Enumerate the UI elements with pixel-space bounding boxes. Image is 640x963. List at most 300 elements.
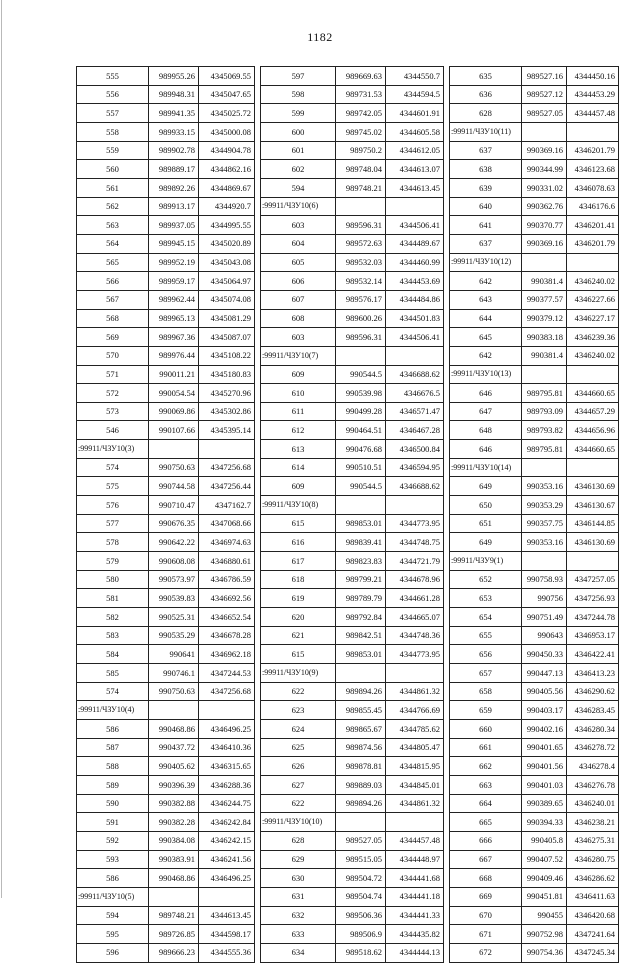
point-number-cell: 566 <box>77 272 149 291</box>
parcel-label-cell: :99911/ЧЗУ10(4) <box>77 701 149 720</box>
table-row <box>261 682 444 701</box>
section-header-row <box>261 197 444 216</box>
x-coordinate-cell: 990754.36 <box>522 943 567 962</box>
table-row <box>77 477 255 496</box>
x-coordinate-cell: 990750.63 <box>149 682 199 701</box>
y-coordinate-cell: 4346962.18 <box>199 645 255 664</box>
table-row <box>261 328 444 347</box>
point-number-cell: 585 <box>77 664 149 683</box>
x-coordinate-cell: 990539.98 <box>336 384 386 403</box>
point-number-cell: 643 <box>450 290 522 309</box>
table-row <box>450 887 619 906</box>
table-row <box>77 85 255 104</box>
x-coordinate-cell: 990573.97 <box>149 570 199 589</box>
coordinate-tables <box>76 66 619 963</box>
point-number-cell: 651 <box>450 514 522 533</box>
point-number-cell: 594 <box>77 906 149 925</box>
y-coordinate-cell: 4344862.16 <box>199 160 255 179</box>
y-coordinate-cell: 4345069.55 <box>199 67 255 86</box>
point-number-cell: 654 <box>450 608 522 627</box>
table-row <box>261 850 444 869</box>
x-coordinate-cell: 990384.08 <box>149 831 199 850</box>
section-header-row <box>261 496 444 515</box>
y-coordinate-cell: 4345043.08 <box>199 253 255 272</box>
table-row <box>450 141 619 160</box>
y-coordinate-cell: 4345302.86 <box>199 402 255 421</box>
x-coordinate-cell: 989955.26 <box>149 67 199 86</box>
table-row <box>450 234 619 253</box>
x-coordinate-cell: 989948.31 <box>149 85 199 104</box>
point-number-cell: 562 <box>77 197 149 216</box>
y-coordinate-cell: 4346130.67 <box>567 496 619 515</box>
point-number-cell: 625 <box>261 738 336 757</box>
table-row <box>77 738 255 757</box>
table-row <box>261 887 444 906</box>
y-coordinate-cell: 4347244.53 <box>199 664 255 683</box>
point-number-cell: 637 <box>450 141 522 160</box>
x-coordinate-cell: 990499.28 <box>336 402 386 421</box>
point-number-cell: 622 <box>261 794 336 813</box>
point-number-cell: 649 <box>450 533 522 552</box>
y-coordinate-cell <box>386 813 444 832</box>
table-row <box>261 290 444 309</box>
table-row <box>450 533 619 552</box>
point-number-cell: 568 <box>77 309 149 328</box>
table-row <box>77 813 255 832</box>
y-coordinate-cell: 4344773.95 <box>386 645 444 664</box>
y-coordinate-cell: 4346786.59 <box>199 570 255 589</box>
point-number-cell: 561 <box>77 178 149 197</box>
table-row <box>261 104 444 123</box>
section-header-row <box>450 552 619 571</box>
x-coordinate-cell: 989572.63 <box>336 234 386 253</box>
y-coordinate-cell: 4346201.41 <box>567 216 619 235</box>
table-row <box>77 197 255 216</box>
point-number-cell: 580 <box>77 570 149 589</box>
table-row <box>77 402 255 421</box>
point-number-cell: 583 <box>77 626 149 645</box>
y-coordinate-cell: 4346974.63 <box>199 533 255 552</box>
x-coordinate-cell: 990353.16 <box>522 477 567 496</box>
y-coordinate-cell: 4346240.01 <box>567 794 619 813</box>
x-coordinate-cell: 990379.12 <box>522 309 567 328</box>
x-coordinate-cell: 989959.17 <box>149 272 199 291</box>
y-coordinate-cell: 4347256.68 <box>199 682 255 701</box>
table-row <box>77 925 255 944</box>
y-coordinate-cell: 4347241.64 <box>567 925 619 944</box>
table-row <box>450 775 619 794</box>
y-coordinate-cell: 4346500.84 <box>386 440 444 459</box>
x-coordinate-cell: 989518.62 <box>336 943 386 962</box>
x-coordinate-cell: 990544.5 <box>336 365 386 384</box>
table-row <box>261 943 444 962</box>
point-number-cell: 639 <box>450 178 522 197</box>
table-row <box>77 757 255 776</box>
x-coordinate-cell: 989865.67 <box>336 719 386 738</box>
y-coordinate-cell: 4344613.45 <box>199 906 255 925</box>
y-coordinate-cell: 4344457.48 <box>567 104 619 123</box>
point-number-cell: 608 <box>261 309 336 328</box>
y-coordinate-cell: 4346410.36 <box>199 738 255 757</box>
x-coordinate-cell: 990377.57 <box>522 290 567 309</box>
x-coordinate-cell: 989842.51 <box>336 626 386 645</box>
x-coordinate-cell: 989945.15 <box>149 234 199 253</box>
x-coordinate-cell <box>336 664 386 683</box>
table-row <box>450 309 619 328</box>
x-coordinate-cell: 989795.81 <box>522 440 567 459</box>
point-number-cell: 588 <box>77 757 149 776</box>
table-row <box>450 831 619 850</box>
table-row <box>450 290 619 309</box>
x-coordinate-cell: 990402.16 <box>522 719 567 738</box>
point-number-cell: 671 <box>450 925 522 944</box>
y-coordinate-cell: 4344995.55 <box>199 216 255 235</box>
point-number-cell: 620 <box>261 608 336 627</box>
point-number-cell: 621 <box>261 626 336 645</box>
table-row <box>450 440 619 459</box>
x-coordinate-cell: 990370.77 <box>522 216 567 235</box>
table-row <box>450 757 619 776</box>
point-number-cell: 623 <box>261 701 336 720</box>
table-row <box>450 272 619 291</box>
table-row <box>450 626 619 645</box>
y-coordinate-cell: 4345081.29 <box>199 309 255 328</box>
point-number-cell: 555 <box>77 67 149 86</box>
y-coordinate-cell: 4346315.65 <box>199 757 255 776</box>
point-number-cell: 641 <box>450 216 522 235</box>
x-coordinate-cell: 989902.78 <box>149 141 199 160</box>
table-row <box>261 122 444 141</box>
x-coordinate-cell: 989976.44 <box>149 346 199 365</box>
point-number-cell: 569 <box>77 328 149 347</box>
table-row <box>77 719 255 738</box>
y-coordinate-cell: 4345180.83 <box>199 365 255 384</box>
section-header-row <box>450 458 619 477</box>
point-number-cell: 665 <box>450 813 522 832</box>
point-number-cell: 576 <box>77 496 149 515</box>
x-coordinate-cell: 990476.68 <box>336 440 386 459</box>
y-coordinate-cell: 4344506.41 <box>386 216 444 235</box>
y-coordinate-cell: 4344773.95 <box>386 514 444 533</box>
x-coordinate-cell: 989576.17 <box>336 290 386 309</box>
x-coordinate-cell: 989967.36 <box>149 328 199 347</box>
x-coordinate-cell: 989596.31 <box>336 328 386 347</box>
y-coordinate-cell <box>567 458 619 477</box>
x-coordinate-cell: 990676.35 <box>149 514 199 533</box>
table-row <box>261 552 444 571</box>
point-number-cell: 659 <box>450 701 522 720</box>
x-coordinate-cell: 990396.39 <box>149 775 199 794</box>
point-number-cell: 652 <box>450 570 522 589</box>
y-coordinate-cell: 4344748.75 <box>386 533 444 552</box>
x-coordinate-cell: 990405.62 <box>149 757 199 776</box>
y-coordinate-cell: 4346278.72 <box>567 738 619 757</box>
y-coordinate-cell: 4344785.62 <box>386 719 444 738</box>
y-coordinate-cell: 4346288.36 <box>199 775 255 794</box>
x-coordinate-cell: 990710.47 <box>149 496 199 515</box>
y-coordinate-cell: 4346688.62 <box>386 365 444 384</box>
y-coordinate-cell: 4344660.65 <box>567 384 619 403</box>
point-number-cell: 584 <box>77 645 149 664</box>
y-coordinate-cell: 4344489.67 <box>386 234 444 253</box>
table-row <box>77 421 255 440</box>
table-row <box>450 346 619 365</box>
x-coordinate-cell: 989527.05 <box>336 831 386 850</box>
point-number-cell: 635 <box>450 67 522 86</box>
table-row <box>261 738 444 757</box>
y-coordinate-cell <box>386 496 444 515</box>
table-row <box>77 775 255 794</box>
table-row <box>261 645 444 664</box>
table-row <box>77 794 255 813</box>
point-number-cell: 565 <box>77 253 149 272</box>
point-number-cell: 575 <box>77 477 149 496</box>
table-row <box>450 589 619 608</box>
point-number-cell: 618 <box>261 570 336 589</box>
y-coordinate-cell: 4345074.08 <box>199 290 255 309</box>
y-coordinate-cell <box>386 664 444 683</box>
point-number-cell: 650 <box>450 496 522 515</box>
x-coordinate-cell: 989666.23 <box>149 943 199 962</box>
table-row <box>261 141 444 160</box>
y-coordinate-cell: 4346244.75 <box>199 794 255 813</box>
y-coordinate-cell: 4344441.68 <box>386 869 444 888</box>
y-coordinate-cell: 4346422.41 <box>567 645 619 664</box>
point-number-cell: 600 <box>261 122 336 141</box>
y-coordinate-cell: 4344450.16 <box>567 67 619 86</box>
x-coordinate-cell: 989889.17 <box>149 160 199 179</box>
table-row <box>261 794 444 813</box>
y-coordinate-cell: 4344613.07 <box>386 160 444 179</box>
point-number-cell: 670 <box>450 906 522 925</box>
y-coordinate-cell: 4347244.78 <box>567 608 619 627</box>
x-coordinate-cell: 990107.66 <box>149 421 199 440</box>
y-coordinate-cell: 4344845.01 <box>386 775 444 794</box>
point-number-cell: 626 <box>261 757 336 776</box>
table-row <box>77 122 255 141</box>
x-coordinate-cell: 990643 <box>522 626 567 645</box>
y-coordinate-cell: 4344506.41 <box>386 328 444 347</box>
point-number-cell: 617 <box>261 552 336 571</box>
point-number-cell: 636 <box>450 85 522 104</box>
table-row <box>77 552 255 571</box>
x-coordinate-cell: 989669.63 <box>336 67 386 86</box>
table-row <box>77 645 255 664</box>
table-row <box>450 738 619 757</box>
x-coordinate-cell: 989962.44 <box>149 290 199 309</box>
table-row <box>77 253 255 272</box>
table-row <box>77 869 255 888</box>
y-coordinate-cell: 4344501.83 <box>386 309 444 328</box>
y-coordinate-cell: 4346880.61 <box>199 552 255 571</box>
table-row <box>261 775 444 794</box>
page-left-edge <box>1 0 2 898</box>
x-coordinate-cell: 990750.63 <box>149 458 199 477</box>
y-coordinate-cell: 4344484.86 <box>386 290 444 309</box>
point-number-cell: 615 <box>261 514 336 533</box>
x-coordinate-cell: 989965.13 <box>149 309 199 328</box>
y-coordinate-cell: 4346676.5 <box>386 384 444 403</box>
y-coordinate-cell: 4346571.47 <box>386 402 444 421</box>
y-coordinate-cell: 4344605.58 <box>386 122 444 141</box>
y-coordinate-cell: 4346283.45 <box>567 701 619 720</box>
point-number-cell: 656 <box>450 645 522 664</box>
table-row <box>77 906 255 925</box>
y-coordinate-cell: 4346238.21 <box>567 813 619 832</box>
x-coordinate-cell: 990383.18 <box>522 328 567 347</box>
point-number-cell: 607 <box>261 290 336 309</box>
table-row <box>450 794 619 813</box>
y-coordinate-cell: 4346594.95 <box>386 458 444 477</box>
point-number-cell: 571 <box>77 365 149 384</box>
x-coordinate-cell: 990389.65 <box>522 794 567 813</box>
y-coordinate-cell: 4346467.28 <box>386 421 444 440</box>
x-coordinate-cell: 990608.08 <box>149 552 199 571</box>
y-coordinate-cell: 4344598.17 <box>199 925 255 944</box>
x-coordinate-cell <box>336 496 386 515</box>
point-number-cell: 579 <box>77 552 149 571</box>
x-coordinate-cell: 990362.76 <box>522 197 567 216</box>
parcel-label-cell: :99911/ЧЗУ10(5) <box>77 887 149 906</box>
table-row <box>261 757 444 776</box>
x-coordinate-cell: 990405.56 <box>522 682 567 701</box>
table-row <box>450 104 619 123</box>
table-row <box>77 850 255 869</box>
point-number-cell: 596 <box>77 943 149 962</box>
y-coordinate-cell: 4346275.31 <box>567 831 619 850</box>
y-coordinate-cell: 4346280.75 <box>567 850 619 869</box>
y-coordinate-cell: 4346276.78 <box>567 775 619 794</box>
table-row <box>77 384 255 403</box>
x-coordinate-cell: 990510.51 <box>336 458 386 477</box>
point-number-cell: 642 <box>450 272 522 291</box>
x-coordinate-cell: 989792.84 <box>336 608 386 627</box>
table-row <box>77 160 255 179</box>
table-row <box>261 570 444 589</box>
point-number-cell: 660 <box>450 719 522 738</box>
section-header-row <box>261 346 444 365</box>
x-coordinate-cell: 989532.03 <box>336 253 386 272</box>
y-coordinate-cell: 4346496.25 <box>199 719 255 738</box>
x-coordinate-cell: 989527.05 <box>522 104 567 123</box>
y-coordinate-cell: 4346144.85 <box>567 514 619 533</box>
point-number-cell: 602 <box>261 160 336 179</box>
y-coordinate-cell: 4344656.96 <box>567 421 619 440</box>
table-row <box>450 664 619 683</box>
x-coordinate-cell: 989913.17 <box>149 197 199 216</box>
x-coordinate-cell: 989823.83 <box>336 552 386 571</box>
table-row <box>450 514 619 533</box>
section-header-row <box>450 365 619 384</box>
y-coordinate-cell: 4346227.66 <box>567 290 619 309</box>
table-row <box>261 216 444 235</box>
x-coordinate-cell: 989504.74 <box>336 887 386 906</box>
point-number-cell: 570 <box>77 346 149 365</box>
y-coordinate-cell: 4346242.15 <box>199 831 255 850</box>
point-number-cell: 556 <box>77 85 149 104</box>
x-coordinate-cell: 990447.13 <box>522 664 567 683</box>
parcel-label-cell: :99911/ЧЗУ10(7) <box>261 346 336 365</box>
point-number-cell: 581 <box>77 589 149 608</box>
x-coordinate-cell: 990464.51 <box>336 421 386 440</box>
x-coordinate-cell: 989855.45 <box>336 701 386 720</box>
x-coordinate-cell: 990011.21 <box>149 365 199 384</box>
point-number-cell: 603 <box>261 216 336 235</box>
point-number-cell: 631 <box>261 887 336 906</box>
x-coordinate-cell: 989532.14 <box>336 272 386 291</box>
table-row <box>450 719 619 738</box>
x-coordinate-cell: 990450.33 <box>522 645 567 664</box>
point-number-cell: 632 <box>261 906 336 925</box>
y-coordinate-cell: 4344869.67 <box>199 178 255 197</box>
x-coordinate-cell: 989748.04 <box>336 160 386 179</box>
x-coordinate-cell: 990407.52 <box>522 850 567 869</box>
point-number-cell: 563 <box>77 216 149 235</box>
parcel-label-cell: :99911/ЧЗУ10(6) <box>261 197 336 216</box>
y-coordinate-cell: 4346652.54 <box>199 608 255 627</box>
y-coordinate-cell: 4344805.47 <box>386 738 444 757</box>
x-coordinate-cell: 989515.05 <box>336 850 386 869</box>
y-coordinate-cell: 4347256.44 <box>199 477 255 496</box>
table-row <box>77 458 255 477</box>
table-row <box>450 869 619 888</box>
x-coordinate-cell: 990381.4 <box>522 346 567 365</box>
table-row <box>77 589 255 608</box>
y-coordinate-cell: 4344766.69 <box>386 701 444 720</box>
point-number-cell: 610 <box>261 384 336 403</box>
table-row <box>450 402 619 421</box>
y-coordinate-cell: 4345087.07 <box>199 328 255 347</box>
section-header-row <box>450 253 619 272</box>
y-coordinate-cell: 4346227.17 <box>567 309 619 328</box>
table-row <box>261 365 444 384</box>
parcel-label-cell: :99911/ЧЗУ10(14) <box>450 458 522 477</box>
table-row <box>261 925 444 944</box>
table-row <box>261 402 444 421</box>
point-number-cell: 601 <box>261 141 336 160</box>
point-number-cell: 557 <box>77 104 149 123</box>
y-coordinate-cell: 4344660.65 <box>567 440 619 459</box>
y-coordinate-cell: 4344550.7 <box>386 67 444 86</box>
point-number-cell: 586 <box>77 869 149 888</box>
table-row <box>450 943 619 962</box>
y-coordinate-cell: 4347245.34 <box>567 943 619 962</box>
table-row <box>261 421 444 440</box>
x-coordinate-cell: 990403.17 <box>522 701 567 720</box>
y-coordinate-cell: 4346123.68 <box>567 160 619 179</box>
x-coordinate-cell: 989892.26 <box>149 178 199 197</box>
point-number-cell: 630 <box>261 869 336 888</box>
point-number-cell: 653 <box>450 589 522 608</box>
parcel-label-cell: :99911/ЧЗУ10(13) <box>450 365 522 384</box>
table-row <box>77 346 255 365</box>
point-number-cell: 595 <box>77 925 149 944</box>
point-number-cell: 609 <box>261 365 336 384</box>
point-number-cell: 586 <box>77 719 149 738</box>
x-coordinate-cell: 989793.82 <box>522 421 567 440</box>
y-coordinate-cell: 4344748.36 <box>386 626 444 645</box>
table-row <box>261 701 444 720</box>
y-coordinate-cell: 4345395.14 <box>199 421 255 440</box>
y-coordinate-cell: 4344441.18 <box>386 887 444 906</box>
table-row <box>77 328 255 347</box>
y-coordinate-cell <box>386 197 444 216</box>
x-coordinate-cell: 990756 <box>522 589 567 608</box>
point-number-cell: 603 <box>261 328 336 347</box>
y-coordinate-cell: 4344453.69 <box>386 272 444 291</box>
point-number-cell: 558 <box>77 122 149 141</box>
x-coordinate-cell <box>336 813 386 832</box>
